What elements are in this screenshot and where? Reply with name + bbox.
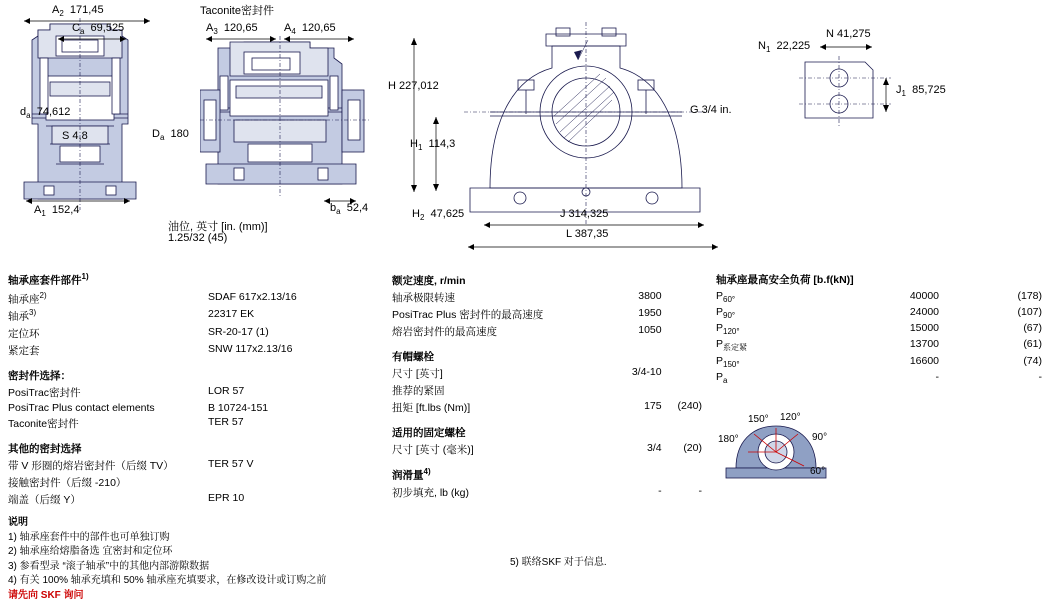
dim-A4-label: $A_4$ 120,65 bbox=[284, 22, 336, 36]
table-row: $P_{120^\circ}$ 15000 (67) bbox=[716, 321, 1042, 337]
safe-load-title: 轴承座最高安全负荷 [b.f(kN)] bbox=[716, 272, 1042, 289]
oil-level-note-2: 1.25/32 (45) bbox=[168, 232, 227, 244]
note-item: 2) 轴承座给熔脂备选 宜密封和定位环 bbox=[8, 545, 428, 560]
dim-J-label: J 314,325 bbox=[560, 208, 608, 220]
dim-H-label: H 227,012 bbox=[388, 80, 439, 92]
dim-ba-line bbox=[322, 196, 362, 206]
kit-components-title: 轴承座套件部件$^{1)}$ bbox=[8, 272, 383, 290]
dim-A3-label: $A_3$ 120,65 bbox=[206, 22, 258, 36]
dim-L-line bbox=[466, 242, 726, 252]
table-row: 轴承极限转速 3800 bbox=[392, 289, 702, 306]
dim-H2-label: $H_2$ 47,625 bbox=[412, 208, 464, 222]
speed-and-bolts-column bbox=[392, 272, 702, 501]
table-row: 轴承座$^{2)}$ SDAF 617x2.13/16 bbox=[8, 290, 383, 308]
dim-N1-label: $N_1$ 22,225 bbox=[758, 40, 810, 54]
dim-A4-line bbox=[282, 34, 360, 44]
dim-A1-line bbox=[24, 196, 144, 206]
kit-components-table bbox=[8, 290, 383, 508]
capscrew-header-row: 有帽螺栓 bbox=[392, 348, 702, 365]
notes-block bbox=[8, 516, 428, 603]
lubrication-header-row: 润滑量$^{4)}$ bbox=[392, 466, 702, 484]
angle-60-label: 60° bbox=[810, 466, 825, 477]
table-row: 定位环 SR-20-17 (1) bbox=[8, 325, 383, 342]
safe-load-column bbox=[716, 272, 1042, 387]
table-row: $P_{系定紧}$ 13700 (61) bbox=[716, 337, 1042, 354]
note-warning: 请先向 SKF 询问 bbox=[8, 589, 428, 603]
table-row: $P_{150^\circ}$ 16600 (74) bbox=[716, 354, 1042, 370]
dim-J1-line bbox=[880, 76, 892, 116]
table-row: 扭矩 [ft.lbs (Nm)] 175 (240) bbox=[392, 399, 702, 416]
table-row: 带 V 形圈的熔岩密封件（后缀 TV） TER 57 V bbox=[8, 457, 383, 474]
dim-N-label: N 41,275 bbox=[826, 28, 871, 40]
table-row: 尺寸 [英寸 (毫米)] 3/4 (20) bbox=[392, 441, 702, 458]
note-item: 4) 有关 100% 轴承充填和 50% 轴承座充填要求，在修改设计或订购之前 bbox=[8, 574, 428, 589]
angle-90-label: 90° bbox=[812, 432, 827, 443]
table-row: PosiTrac Plus 密封件的最高速度 1950 bbox=[392, 306, 702, 323]
safe-load-table bbox=[716, 289, 1042, 387]
notes-header: 说明 bbox=[8, 516, 428, 531]
dim-A3-line bbox=[204, 34, 282, 44]
dim-Ca-label: $C_a$ 69,525 bbox=[72, 22, 124, 36]
table-row: 熔岩密封件的最高速度 1050 bbox=[392, 323, 702, 340]
dim-Ca-line bbox=[56, 34, 136, 44]
seal-section-header: 密封件选择： bbox=[8, 367, 383, 384]
dim-A2-label: $A_2$ 171,45 bbox=[52, 4, 104, 18]
table-row: 接触密封件（后缀 -210） bbox=[8, 474, 383, 491]
table-row: Taconite密封件 TER 57 bbox=[8, 415, 383, 432]
dim-H1-label: $H_1$ 114,3 bbox=[410, 138, 455, 152]
table-row: $P_{60^\circ}$ 40000 (178) bbox=[716, 289, 1042, 305]
dim-ba-label: $b_a$ 52,4 bbox=[330, 202, 368, 216]
table-row: 紧定套 SNW 117x2.13/16 bbox=[8, 342, 383, 359]
dim-S-label: S 4,8 bbox=[62, 130, 88, 142]
dim-A1-label: $A_1$ 152,4 bbox=[34, 204, 79, 218]
table-row: 轴承$^{3)}$ 22317 EK bbox=[8, 307, 383, 325]
taconite-title: Taconite密封件 bbox=[200, 2, 274, 18]
dim-Da-label: $D_a$ 180 bbox=[152, 128, 189, 142]
table-row: 推荐的紧固 bbox=[392, 382, 702, 399]
dim-H1-line bbox=[430, 115, 442, 195]
dim-H-line bbox=[408, 36, 420, 196]
dim-J1-label: $J_1$ 85,725 bbox=[896, 84, 946, 98]
table-row: 初步填充, lb (kg) - - bbox=[392, 484, 702, 501]
other-seal-header: 其他的密封选择 bbox=[8, 440, 383, 457]
table-row: 尺寸 [英寸] 3/4-10 bbox=[392, 365, 702, 382]
table-row: $P_{90^\circ}$ 24000 (107) bbox=[716, 305, 1042, 321]
angle-150-label: 150° bbox=[748, 414, 769, 425]
dim-G-label: G 3/4 in. bbox=[690, 104, 732, 116]
angle-180-label: 180° bbox=[718, 434, 739, 445]
angle-120-label: 120° bbox=[780, 412, 801, 423]
note-item: 3) 参看型录 “滚子轴承”中的其他内部游隙数据 bbox=[8, 560, 428, 575]
drawing-front-elevation bbox=[460, 20, 710, 235]
dim-L-label: L 387,35 bbox=[566, 228, 608, 240]
table-row: $P_a$ - - bbox=[716, 370, 1042, 386]
dim-N-line bbox=[818, 42, 878, 52]
dim-da-label: $d_a$ 74,612 bbox=[20, 106, 70, 120]
speed-table bbox=[392, 272, 702, 501]
note-item: 1) 轴承座套件中的部件也可单独订购 bbox=[8, 531, 428, 546]
holddown-header-row: 适用的固定螺栓 bbox=[392, 424, 702, 441]
table-row: PosiTrac密封件 LOR 57 bbox=[8, 384, 383, 401]
drawings-area bbox=[0, 0, 1050, 255]
table-row: PosiTrac Plus contact elements B 10724-151 bbox=[8, 401, 383, 415]
speed-header-row: 额定速度, r/min bbox=[392, 272, 702, 289]
note-5: 5) 联络SKF 对于信息. bbox=[510, 556, 607, 571]
table-row: 端盖（后缀 Y） EPR 10 bbox=[8, 491, 383, 508]
kit-components-column bbox=[8, 272, 383, 508]
oil-level-note-1: 油位, 英寸 [in. (mm)] bbox=[168, 218, 268, 234]
load-angle-diagram bbox=[718, 412, 838, 482]
